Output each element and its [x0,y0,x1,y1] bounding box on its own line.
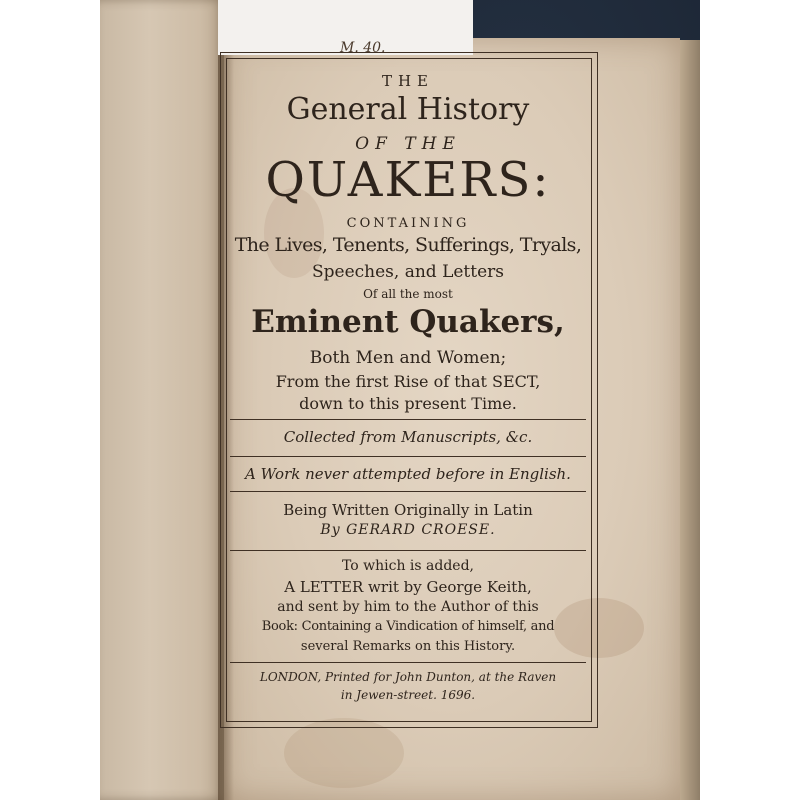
to-which-line: To which is added, [342,558,474,574]
author-line: By GERARD CROESE. [320,522,496,538]
work-never-attempted-line: A Work never attempted before in English. [245,465,571,483]
being-written-line: Being Written Originally in Latin [283,501,533,519]
divider-rule [230,419,586,420]
of-all-line: Of all the most [363,287,453,301]
title-quakers: QUAKERS: [265,152,551,208]
imprint-line-1: LONDON, Printed for John Dunton, at the Raven [259,670,557,684]
speeches-line: Speeches, and Letters [311,262,504,282]
title-of-the: OF THE [355,134,461,154]
containing-label: CONTAINING [346,216,470,231]
page-edge [680,40,700,800]
divider-rule [230,491,586,492]
imprint-line-2: in Jewen-street. 1696. [340,688,476,702]
divider-rule [230,662,586,663]
down-to-present-line: down to this present Time. [299,394,517,413]
sent-by-line: and sent by him to the Author of this [277,599,539,615]
left-page [100,0,225,800]
book-photo [100,0,700,800]
divider-rule [230,456,586,457]
divider-rule [230,550,586,551]
title-the: THE [381,72,435,90]
a-letter-line: A LETTER writ by George Keith, [284,578,532,596]
title-page-text [226,58,590,720]
title-general-history: General History [286,92,530,127]
handwritten-shelfmark: M. 40. [340,40,386,56]
foxing-stain [284,718,404,788]
several-remarks-line: several Remarks on this History. [300,639,516,654]
eminent-quakers-line: Eminent Quakers, [251,304,565,340]
from-first-rise-line: From the first Rise of that SECT, [275,372,541,391]
collected-line: Collected from Manuscripts, &c. [283,428,533,446]
book-containing-line: Book: Containing a Vindication of himself, and [261,619,555,634]
lives-line: The Lives, Tenents, Sufferings, Tryals, [234,234,582,256]
both-men-women-line: Both Men and Women; [309,348,507,368]
